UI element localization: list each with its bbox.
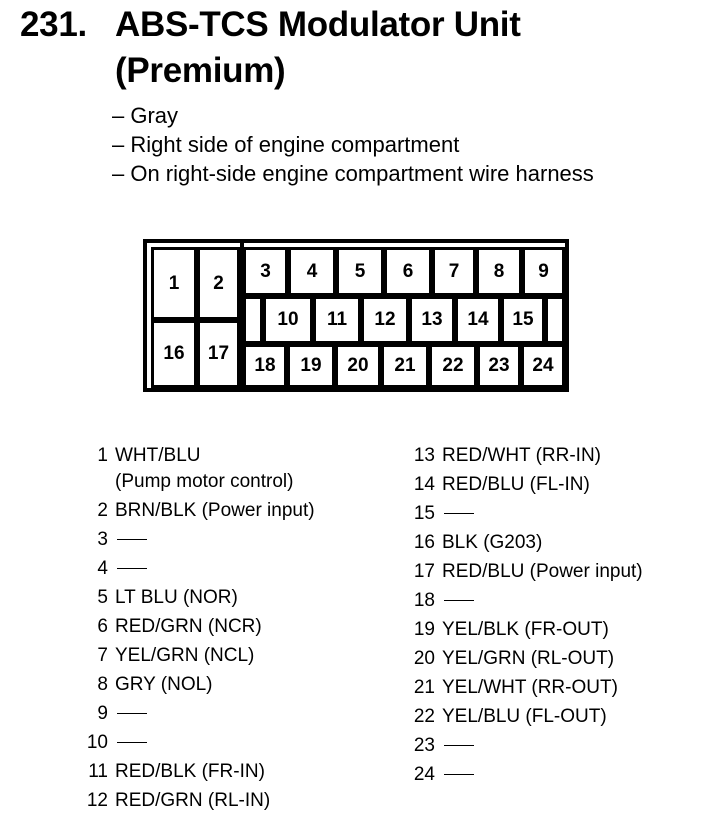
pin-number: 2 <box>97 500 108 521</box>
pin-desc: YEL/WHT (RR-OUT) <box>442 677 618 698</box>
pin-number: 17 <box>413 561 435 582</box>
pin-number: 20 <box>413 648 435 669</box>
pin-number: 16 <box>413 532 435 553</box>
cavity-17: 17 <box>197 320 240 388</box>
cavity-11: 11 <box>313 296 361 344</box>
pin-number: 21 <box>413 677 435 698</box>
pin-number: 10 <box>86 732 108 753</box>
pin-dash <box>442 588 474 614</box>
pin-desc: LT BLU (NOR) <box>115 587 238 608</box>
cavity-24: 24 <box>521 344 565 388</box>
cavity-14: 14 <box>455 296 501 344</box>
cavity-21: 21 <box>381 344 429 388</box>
cavity-15: 15 <box>501 296 545 344</box>
cavity-13: 13 <box>409 296 455 344</box>
cavity-7: 7 <box>432 247 476 296</box>
cavity-9: 9 <box>522 247 565 296</box>
title-line-2: (Premium) <box>115 51 286 90</box>
pin-desc: YEL/BLK (FR-OUT) <box>442 619 609 640</box>
pin-desc: YEL/GRN (NCL) <box>115 645 255 666</box>
pin-number: 14 <box>413 474 435 495</box>
pin-number: 24 <box>413 764 435 785</box>
pin-desc: YEL/GRN (RL-OUT) <box>442 648 615 669</box>
pin-dash <box>115 556 147 582</box>
title-line-1: ABS-TCS Modulator Unit <box>115 5 521 44</box>
cavity-2: 2 <box>197 247 240 320</box>
pin-number: 6 <box>97 616 108 637</box>
pin-list-right <box>409 443 699 803</box>
pin-number: 8 <box>97 674 108 695</box>
info-location: – Right side of engine compartment <box>112 132 460 157</box>
pin-desc-sub: (Pump motor control) <box>115 471 294 492</box>
pin-number: 13 <box>413 445 435 466</box>
pin-dash <box>115 527 147 553</box>
pin-dash <box>442 762 474 788</box>
pin-number: 19 <box>413 619 435 640</box>
cavity-18: 18 <box>243 344 287 388</box>
info-color: – Gray <box>112 103 179 128</box>
pin-desc: RED/BLK (FR-IN) <box>115 761 265 782</box>
pin-number: 9 <box>97 703 108 724</box>
pin-number: 23 <box>413 735 435 756</box>
cavity-16: 16 <box>151 320 197 388</box>
pin-number: 22 <box>413 706 435 727</box>
pin-number: 15 <box>413 503 435 524</box>
cavity-23: 23 <box>477 344 521 388</box>
pin-number: 4 <box>97 558 108 579</box>
cavity-8: 8 <box>476 247 522 296</box>
pin-dash <box>442 501 474 527</box>
pin-number: 1 <box>97 445 108 466</box>
connector-diagram <box>143 239 569 392</box>
cavity-19: 19 <box>287 344 335 388</box>
cavity-20: 20 <box>335 344 381 388</box>
pin-desc: BLK (G203) <box>442 532 543 553</box>
title-number: 231. <box>20 5 87 44</box>
cavity-blank-right <box>545 296 565 344</box>
cavity-5: 5 <box>336 247 384 296</box>
pin-number: 3 <box>97 529 108 550</box>
cavity-10: 10 <box>263 296 313 344</box>
pin-desc: GRY (NOL) <box>115 674 213 695</box>
pin-list-left <box>82 443 382 823</box>
pin-desc: WHT/BLU <box>115 445 201 466</box>
pin-dash <box>115 701 147 727</box>
pin-number: 5 <box>97 587 108 608</box>
pin-dash <box>115 730 147 756</box>
pin-desc: BRN/BLK (Power input) <box>115 500 315 521</box>
pin-number: 11 <box>88 761 108 782</box>
pin-desc: RED/WHT (RR-IN) <box>442 445 602 466</box>
cavity-3: 3 <box>243 247 288 296</box>
cavity-blank-left <box>243 296 263 344</box>
location-info <box>112 101 594 188</box>
pin-number: 18 <box>413 590 435 611</box>
pin-desc: RED/GRN (NCR) <box>115 616 262 637</box>
cavity-12: 12 <box>361 296 409 344</box>
pin-number: 7 <box>97 645 108 666</box>
pin-desc: RED/BLU (FL-IN) <box>442 474 590 495</box>
cavity-6: 6 <box>384 247 432 296</box>
cavity-1: 1 <box>151 247 197 320</box>
pin-number: 12 <box>86 790 108 811</box>
info-harness: – On right-side engine compartment wire harness <box>112 161 594 186</box>
connector-divider <box>240 243 244 388</box>
cavity-22: 22 <box>429 344 477 388</box>
pin-desc: YEL/BLU (FL-OUT) <box>442 706 607 727</box>
pin-dash <box>442 733 474 759</box>
pin-desc: RED/BLU (Power input) <box>442 561 643 582</box>
pin-desc: RED/GRN (RL-IN) <box>115 790 271 811</box>
cavity-4: 4 <box>288 247 336 296</box>
